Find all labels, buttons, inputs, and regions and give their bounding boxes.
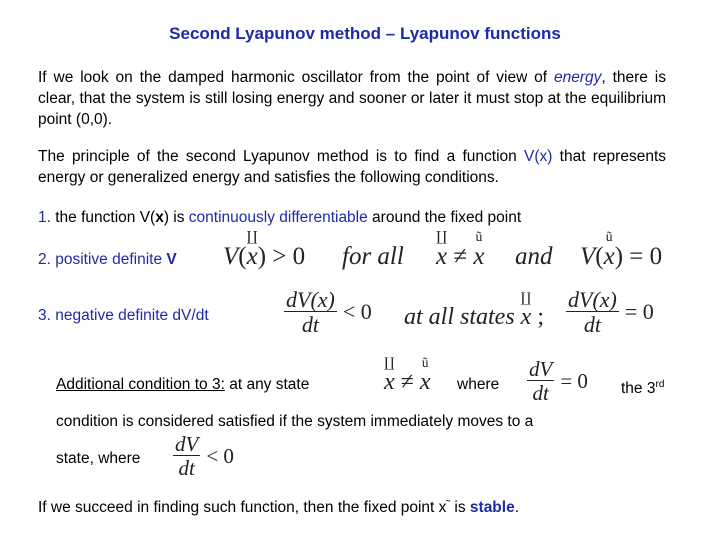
additional-fraction [527,358,588,404]
para1-energy: energy [553,69,602,86]
cond2-eq2-x: x [603,243,615,270]
additional-line2: condition is considered satisfied if the system immediately moves to a [56,413,534,430]
cond2-label-v: V [166,251,177,268]
cond2-eq2-lp: ( [595,243,604,270]
additional-text1: at any state [224,376,310,393]
cond2-eq2-op: = 0 [623,243,663,270]
conclusion [38,495,519,518]
condition-3-label: 3. negative definite dV/dt [38,307,209,324]
vector-hat-icon: ∐ [520,290,532,306]
conclusion-text2: is [450,499,470,516]
cond1-text3: around the fixed point [367,209,522,226]
cond3-lhs-fraction [284,288,337,336]
cond1-text2: ) is [163,209,189,226]
cond2-eq1-rp: ) [257,243,267,270]
cond2-eq1 [223,228,306,271]
cond2-eq2 [580,228,663,271]
additional-ne-op: ≠ [400,369,414,395]
additional-the3rd-text: the 3 [621,380,656,398]
vector-hat-icon: ∐ [246,228,258,244]
cond3-rhs-num: dV(x) [568,287,617,312]
condition-1 [38,207,521,228]
conclusion-period: . [514,499,520,516]
additional-ne-x: x [384,369,395,395]
cond2-eq1-x: x [246,243,258,270]
cond3-rhs-fraction [566,288,619,336]
additional-fraction-2 [173,433,234,479]
cond2-ne-x: x [436,243,448,270]
paragraph-principle [38,146,666,188]
additional-where: where [457,376,500,393]
additional-underlined: Additional condition to 3: [56,376,225,393]
cond2-ne [436,228,485,271]
cond1-text1: the function V( [50,209,156,226]
additional-frac2-op: < 0 [206,443,234,468]
cond2-label-text: 2. positive definite [38,251,167,268]
para2-after: that represents energy or generalized energy and satisfies the following conditions. [38,148,666,186]
cond2-eq1-op: > 0 [266,243,306,270]
vector-hat-icon: ∐ [436,228,448,244]
cond3-x: x [520,304,532,330]
para2-before: The principle of the second Lyapunov method is to find a function [38,148,525,165]
cond1-highlight: continuously differentiable [188,209,368,226]
cond2-and: and [515,243,553,270]
para1-after: , there is clear, that the system is still losing energy and sooner or later it must stop at the equilibrium point (0,0). [38,69,666,128]
additional-frac2-num: dV [175,432,199,456]
tilde-vector-icon: ũ [605,228,613,244]
cond2-ne-op: ≠ [453,243,468,270]
additional-line1 [56,374,309,395]
cond1-number: 1. [38,209,51,226]
additional-line3: state, where [56,450,141,467]
conclusion-text1: If we succeed in finding such function, then the fixed point x [38,499,447,516]
additional-rd: rd [655,379,665,390]
additional-the-3rd [621,374,664,399]
additional-ne-x2: x [419,369,431,395]
cond3-lhs-num: dV(x) [286,287,335,312]
cond3-lhs-den: dt [301,312,319,338]
condition-2-label [38,249,177,270]
cond2-eq1-v: V [223,243,239,270]
cond1-x: x [155,209,164,226]
cond2-eq2-v: V [580,243,596,270]
cond3-rhs-den: dt [583,312,601,338]
cond3-lhs [284,288,372,336]
conclusion-stable: stable [469,499,515,516]
slide-title: Second Lyapunov method – Lyapunov functions [169,24,561,43]
cond3-lhs-op: < 0 [342,299,372,325]
vector-hat-icon: ∐ [384,355,395,371]
additional-frac-num: dV [529,357,553,381]
cond3-rhs [566,288,654,336]
cond2-ne-x2: x [473,243,485,270]
cond2-eq2-rp: ) [614,243,624,270]
cond3-at-all-states [404,290,544,331]
conclusion-tilde: ˜ [446,499,451,511]
cond2-eq1-lp: ( [238,243,247,270]
additional-frac-op: = 0 [560,368,588,393]
paragraph-energy [38,67,666,130]
cond3-at-all-states-text: at all states [404,304,515,330]
para1-before: If we look on the damped harmonic oscillator from the point of view of [38,69,554,86]
additional-frac-den: dt [532,381,549,406]
tilde-vector-icon: ũ [421,355,429,371]
para2-func: V(x) [524,148,553,165]
cond3-rhs-op: = 0 [624,299,654,325]
additional-frac2-den: dt [178,456,195,481]
cond2-forall: for all [342,243,404,270]
additional-ne [384,355,431,396]
tilde-vector-icon: ũ [475,228,483,244]
cond3-semicolon: ; [537,304,544,330]
